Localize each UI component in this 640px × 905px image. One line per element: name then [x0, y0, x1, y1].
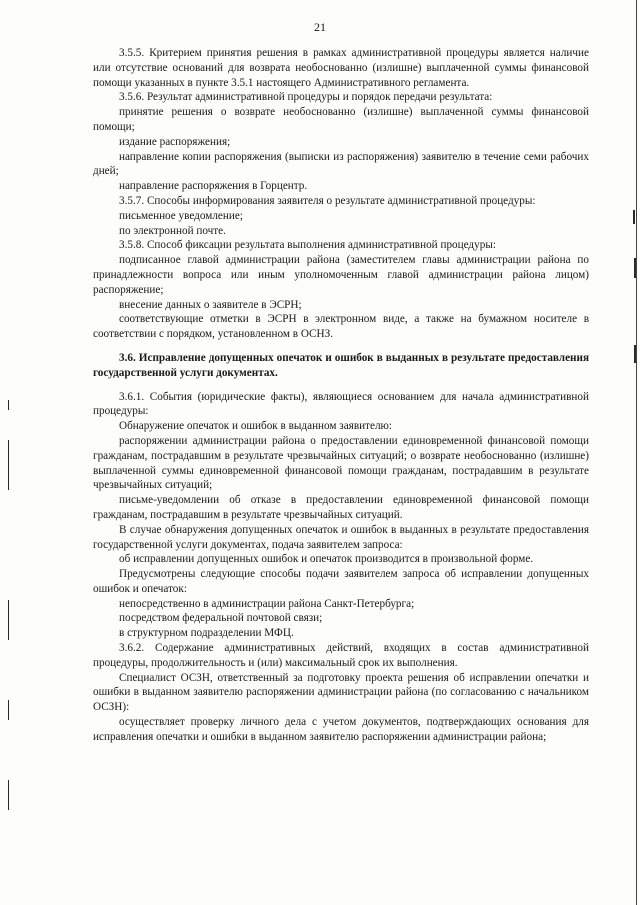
scan-mark: [634, 258, 636, 278]
paragraph: 3.5.6. Результат административной процедуры и порядок передачи результата:: [119, 91, 493, 104]
paragraph: Специалист ОСЗН, ответственный за подготовку проекта решения об исправлении опечатки и ошибки в выданном заявителю распоряжении администрации района (по согласованию с начальником ОСЗН):: [93, 671, 589, 714]
paragraph: принятие решения о возврате необоснованно (излишне) выплаченной суммы финансовой помощи;: [93, 106, 589, 133]
paragraph: по электронной почте.: [119, 224, 226, 237]
paragraph: посредством федеральной почтовой связи;: [119, 612, 323, 625]
paragraph: Обнаружение опечаток и ошибок в выданном заявителю:: [119, 420, 393, 433]
scan-edge-line: [636, 0, 637, 905]
paragraph: распоряжении администрации района о предоставлении единовременной финансовой помощи гражданам, пострадавшим в результате чрезвычайных ситуаций; о возврате необоснованно (излишне) выплаченной суммы единовременной финансовой помощи гражданам, пострадавшим в результате чрезвычайных ситуаций;: [93, 434, 589, 492]
paragraph: письменное уведомление;: [119, 209, 243, 222]
scan-mark: [633, 210, 635, 224]
paragraph: об исправлении допущенных ошибок и опечаток производится в произвольной форме.: [119, 553, 534, 566]
scan-mark: [8, 440, 9, 490]
paragraph: направление копии распоряжения (выписки из распоряжения) заявителю в течение семи рабочих дней;: [93, 150, 589, 178]
document-body: [93, 46, 589, 745]
scan-mark: [634, 345, 636, 363]
paragraph: издание распоряжения;: [119, 135, 231, 148]
paragraph: в структурном подразделении МФЦ.: [119, 627, 294, 640]
section-heading: 3.6. Исправление допущенных опечаток и ошибок в выданных в результате предоставления государственной услуги документах.: [93, 351, 589, 379]
paragraph: внесение данных о заявителе в ЭСРН;: [119, 298, 302, 311]
paragraph: 3.5.5. Критерием принятия решения в рамках административной процедуры является наличие или отсутствие оснований для возврата необоснованно (излишне) выплаченной суммы финансовой помощи указанных в пункте 3.5.1 настоящего Административного регламента.: [93, 47, 589, 89]
paragraph: В случае обнаружения допущенных опечаток и ошибок в выданных в результате предоставления государственной услуги документах, подача заявителем запроса:: [93, 523, 589, 551]
paragraph: 3.6.1. События (юридические факты), являющиеся основанием для начала административной процедуры:: [93, 390, 589, 418]
scan-mark: [8, 600, 9, 640]
scan-mark: [8, 400, 9, 410]
paragraph: 3.6.2. Содержание административных действий, входящих в состав административной процедуры, продолжительность и (или) максимальный срок их выполнения.: [93, 642, 589, 669]
page-number: 21: [314, 20, 326, 34]
scan-mark: [8, 780, 9, 810]
paragraph: 3.5.7. Способы информирования заявителя о результате административной процедуры:: [119, 194, 536, 207]
paragraph: 3.5.8. Способ фиксации результата выполнения административной процедуры:: [119, 239, 496, 252]
paragraph: письме-уведомлении об отказе в предоставлении единовременной финансовой помощи гражданам, пострадавшим в результате чрезвычайных ситуаций.: [93, 494, 589, 521]
paragraph: осуществляет проверку личного дела с учетом документов, подтверждающих основания для исправления опечатки и ошибки в выданном заявителю распоряжении администрации района;: [93, 716, 589, 743]
paragraph: направление распоряжения в Горцентр.: [119, 180, 308, 193]
scan-mark: [8, 700, 9, 720]
paragraph: соответствующие отметки в ЭСРН в электронном виде, а также на бумажном носителе в соответствии с порядком, установленном в ОСНЗ.: [93, 313, 589, 341]
paragraph: Предусмотрены следующие способы подачи заявителем запроса об исправлении допущенных ошибок и опечаток:: [93, 568, 589, 595]
paragraph: непосредственно в администрации района Санкт-Петербурга;: [119, 597, 415, 610]
paragraph: подписанное главой администрации района (заместителем главы администрации района по принадлежности вопроса или иным уполномоченным главой администрации района лицом) распоряжение;: [93, 254, 589, 296]
